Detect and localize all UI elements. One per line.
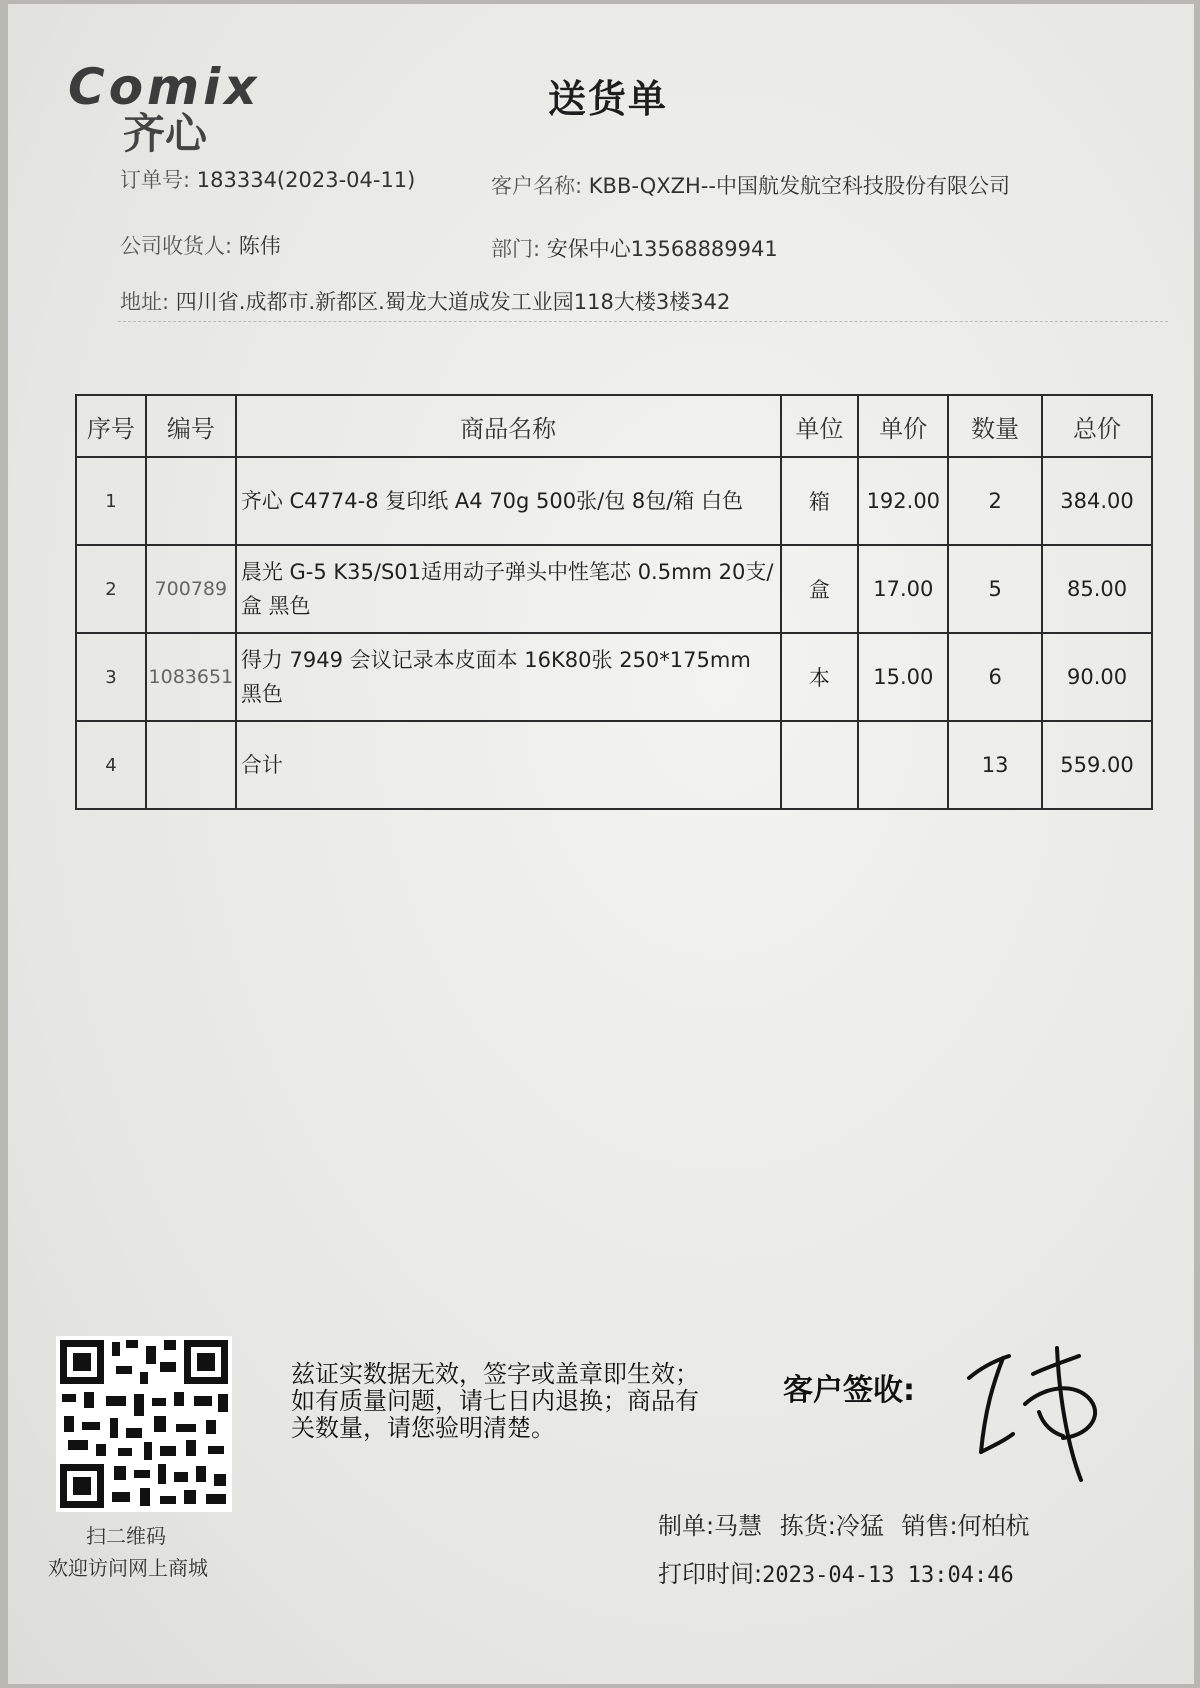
notice-text: 兹证实数据无效，签字或盖章即生效；如有质量问题，请七日内退换；商品有关数量，请您验明清楚。 — [291, 1360, 699, 1442]
header-total: 总价 — [1042, 395, 1152, 457]
customer-signature-label: 客户签收: — [783, 1373, 915, 1408]
print-time-label: 打印时间: — [658, 1560, 763, 1588]
table-row — [76, 633, 1152, 721]
row-unit-price: 15.00 — [858, 633, 948, 721]
row-unit: 盒 — [781, 545, 859, 633]
row-index: 4 — [76, 721, 146, 809]
staff-line — [658, 1506, 1030, 1541]
address-value: 四川省.成都市.新都区.蜀龙大道成发工业园118大楼3楼342 — [175, 290, 731, 314]
department-label: 部门: — [491, 237, 541, 261]
order-number-field — [120, 164, 415, 194]
row-total-quantity: 13 — [948, 721, 1042, 809]
sales-label: 销售: — [901, 1512, 958, 1540]
address-field — [120, 286, 730, 316]
picker-name: 冷猛 — [835, 1512, 884, 1540]
row-unit-price: 17.00 — [858, 545, 948, 633]
row-total-label: 合计 — [236, 721, 781, 809]
table-row — [76, 457, 1152, 545]
row-code — [146, 457, 236, 545]
sales-name: 何柏杭 — [957, 1512, 1030, 1540]
print-time-value: 2023-04-13 13:04:46 — [762, 1563, 1014, 1588]
department-value: 安保中心13568889941 — [546, 237, 778, 261]
customer-name-value: KBB-QXZH--中国航发航空科技股份有限公司 — [588, 174, 1010, 198]
table-total-row — [76, 721, 1152, 809]
header-unit: 单位 — [781, 395, 859, 457]
row-quantity: 5 — [948, 545, 1042, 633]
department-field — [491, 233, 778, 263]
header-quantity: 数量 — [948, 395, 1042, 457]
receiver-label: 公司收货人: — [120, 234, 233, 258]
row-unit: 箱 — [781, 457, 859, 545]
row-code — [146, 721, 236, 809]
row-total: 85.00 — [1042, 545, 1152, 633]
row-product-name: 晨光 G-5 K35/S01适用动子弹头中性笔芯 0.5mm 20支/盒 黑色 — [236, 545, 781, 633]
row-code: 1083651 — [146, 633, 236, 721]
address-label: 地址: — [120, 290, 170, 314]
header-unit-price: 单价 — [858, 395, 948, 457]
logo-text-en: Comix — [68, 58, 261, 116]
table-header-row — [76, 395, 1152, 457]
maker-name: 马慧 — [714, 1512, 763, 1540]
logo-text-cn: 齐心 — [123, 109, 208, 158]
row-index: 1 — [76, 457, 146, 545]
customer-name-label: 客户名称: — [491, 174, 583, 198]
row-unit — [781, 721, 859, 809]
order-number-value: 183334(2023-04-11) — [196, 168, 416, 192]
qr-caption-welcome: 欢迎访问网上商城 — [48, 1556, 208, 1580]
customer-name-field — [491, 170, 1010, 200]
row-index: 3 — [76, 633, 146, 721]
receiver-field — [120, 230, 281, 260]
row-grand-total: 559.00 — [1042, 721, 1152, 809]
receiver-value: 陈伟 — [238, 234, 281, 258]
row-index: 2 — [76, 545, 146, 633]
picker-label: 拣货: — [779, 1512, 836, 1540]
items-table — [75, 394, 1153, 810]
row-total: 90.00 — [1042, 633, 1152, 721]
header-code: 编号 — [146, 395, 236, 457]
print-time-line — [658, 1554, 1014, 1589]
row-code: 700789 — [146, 545, 236, 633]
header-product-name: 商品名称 — [236, 395, 781, 457]
row-product-name: 齐心 C4774-8 复印纸 A4 70g 500张/包 8包/箱 白色 — [236, 457, 781, 545]
row-product-name: 得力 7949 会议记录本皮面本 16K80张 250*175mm 黑色 — [236, 633, 781, 721]
row-quantity: 6 — [948, 633, 1042, 721]
row-unit-price — [858, 721, 948, 809]
table-row — [76, 545, 1152, 633]
delivery-note-paper — [8, 4, 1194, 1684]
row-unit-price: 192.00 — [858, 457, 948, 545]
order-number-label: 订单号: — [120, 168, 191, 192]
header-index: 序号 — [76, 395, 146, 457]
handwritten-signature — [963, 1344, 1113, 1488]
row-total: 384.00 — [1042, 457, 1152, 545]
header-divider — [118, 321, 1168, 322]
document-title: 送货单 — [547, 77, 668, 121]
qr-code — [56, 1336, 232, 1512]
row-quantity: 2 — [948, 457, 1042, 545]
row-unit: 本 — [781, 633, 859, 721]
maker-label: 制单: — [658, 1512, 715, 1540]
qr-caption-scan: 扫二维码 — [86, 1524, 166, 1548]
